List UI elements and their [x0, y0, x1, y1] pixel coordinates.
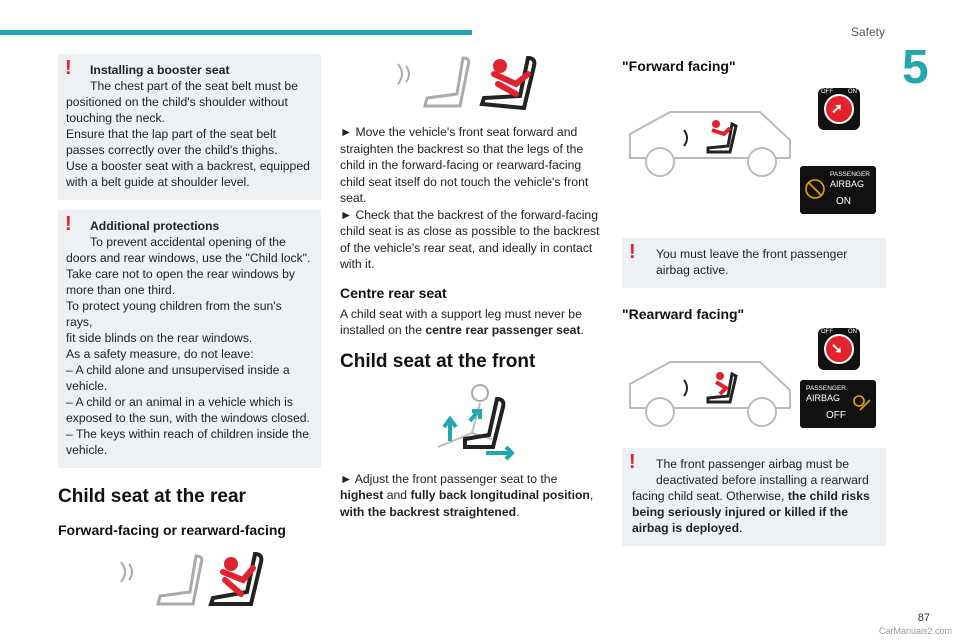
- watermark: CarManuals2.com: [878, 626, 952, 636]
- front-seat-paragraph: ► Adjust the front passenger seat to the highest and fully back longitudinal position, with the backrest straightened.: [340, 471, 594, 519]
- section-title: Safety: [850, 25, 885, 39]
- note-title: Installing a booster seat: [90, 63, 230, 77]
- note-airbag-deactivate: ! The front passenger airbag must be deactivated before installing a rearward facing child seat. Otherwise, the child risks being seriously injured or killed if the airbag is deployed.: [622, 448, 886, 546]
- warning-icon: !: [629, 241, 636, 263]
- seat-adjust-icon: [410, 381, 520, 461]
- forward-facing-figure: [622, 84, 886, 207]
- airbag-icon: [850, 392, 872, 414]
- instructions-paragraph: ► Move the vehicle's front seat forward and straighten the backrest so that the legs of the child in the forward-facing or rearward-facing child seat itself do not touch the vehicle's front seat. ► Check that the backrest of the forward-facing child seat is as close as possible to the backrest of the vehicle's rear seat, and ideally in contact with it.: [340, 125, 600, 271]
- airbag-icon: [804, 178, 826, 200]
- airbag-off-badge: PASSENGER AIRBAG OFF: [800, 380, 876, 428]
- airbag-switch-on-icon: ➚ OFF ON: [818, 88, 860, 130]
- airbag-on-badge: PASSENGER AIRBAG ON: [800, 166, 876, 214]
- warning-icon: !: [65, 57, 72, 79]
- page-number: 87: [917, 612, 930, 624]
- header-bar: [0, 30, 472, 35]
- subheading-forward-rearward: Forward-facing or rearward-facing: [58, 522, 286, 538]
- heading-rearward-facing: "Rearward facing": [622, 306, 745, 322]
- chapter-number: 5: [902, 41, 929, 94]
- seat-illustration-icon: [390, 54, 550, 116]
- centre-rear-paragraph: A child seat with a support leg must never be installed on the centre rear passenger seat.: [340, 306, 584, 337]
- note-additional-protections: ! Additional protections To prevent accidental opening of the doors and rear windows, use the "Child lock". Take care not to open the rear windows by more than one third. To protect young children from the sun's rays, fit side blinds on the rear windows. As a safety measure, do not leave: – A child alone and unsupervised inside a vehicle. – A child or an animal in a vehicle which is exposed to the sun, with the windows closed. – The keys within reach of children inside the vehicle.: [58, 210, 321, 468]
- car-rearward-icon: [626, 352, 796, 432]
- column-left: [58, 54, 321, 614]
- seat-illustration-icon: [113, 552, 273, 614]
- note-booster-seat: ! Installing a booster seat The chest part of the seat belt must be positioned on the child's shoulder without touching the neck. Ensure that the lap part of the seat belt passes correctly over the child's thighs. Use a booster seat with a backrest, equipped with a belt guide at shoulder level.: [58, 54, 321, 200]
- heading-child-seat-front: Child seat at the front: [340, 350, 536, 372]
- warning-icon: !: [629, 451, 636, 473]
- car-forward-icon: [626, 102, 796, 182]
- note-airbag-active: ! You must leave the front passenger airbag active.: [622, 238, 886, 288]
- heading-centre-rear-seat: Centre rear seat: [340, 284, 447, 301]
- airbag-switch-off-icon: ➘ OFF ON: [818, 328, 860, 370]
- note-title: Additional protections: [90, 219, 220, 233]
- warning-icon: !: [65, 213, 72, 235]
- column-middle: [340, 54, 602, 520]
- heading-child-seat-rear: Child seat at the rear: [58, 486, 246, 507]
- heading-forward-facing: "Forward facing": [622, 58, 736, 74]
- rearward-facing-figure: [622, 328, 886, 438]
- column-right: [622, 58, 886, 546]
